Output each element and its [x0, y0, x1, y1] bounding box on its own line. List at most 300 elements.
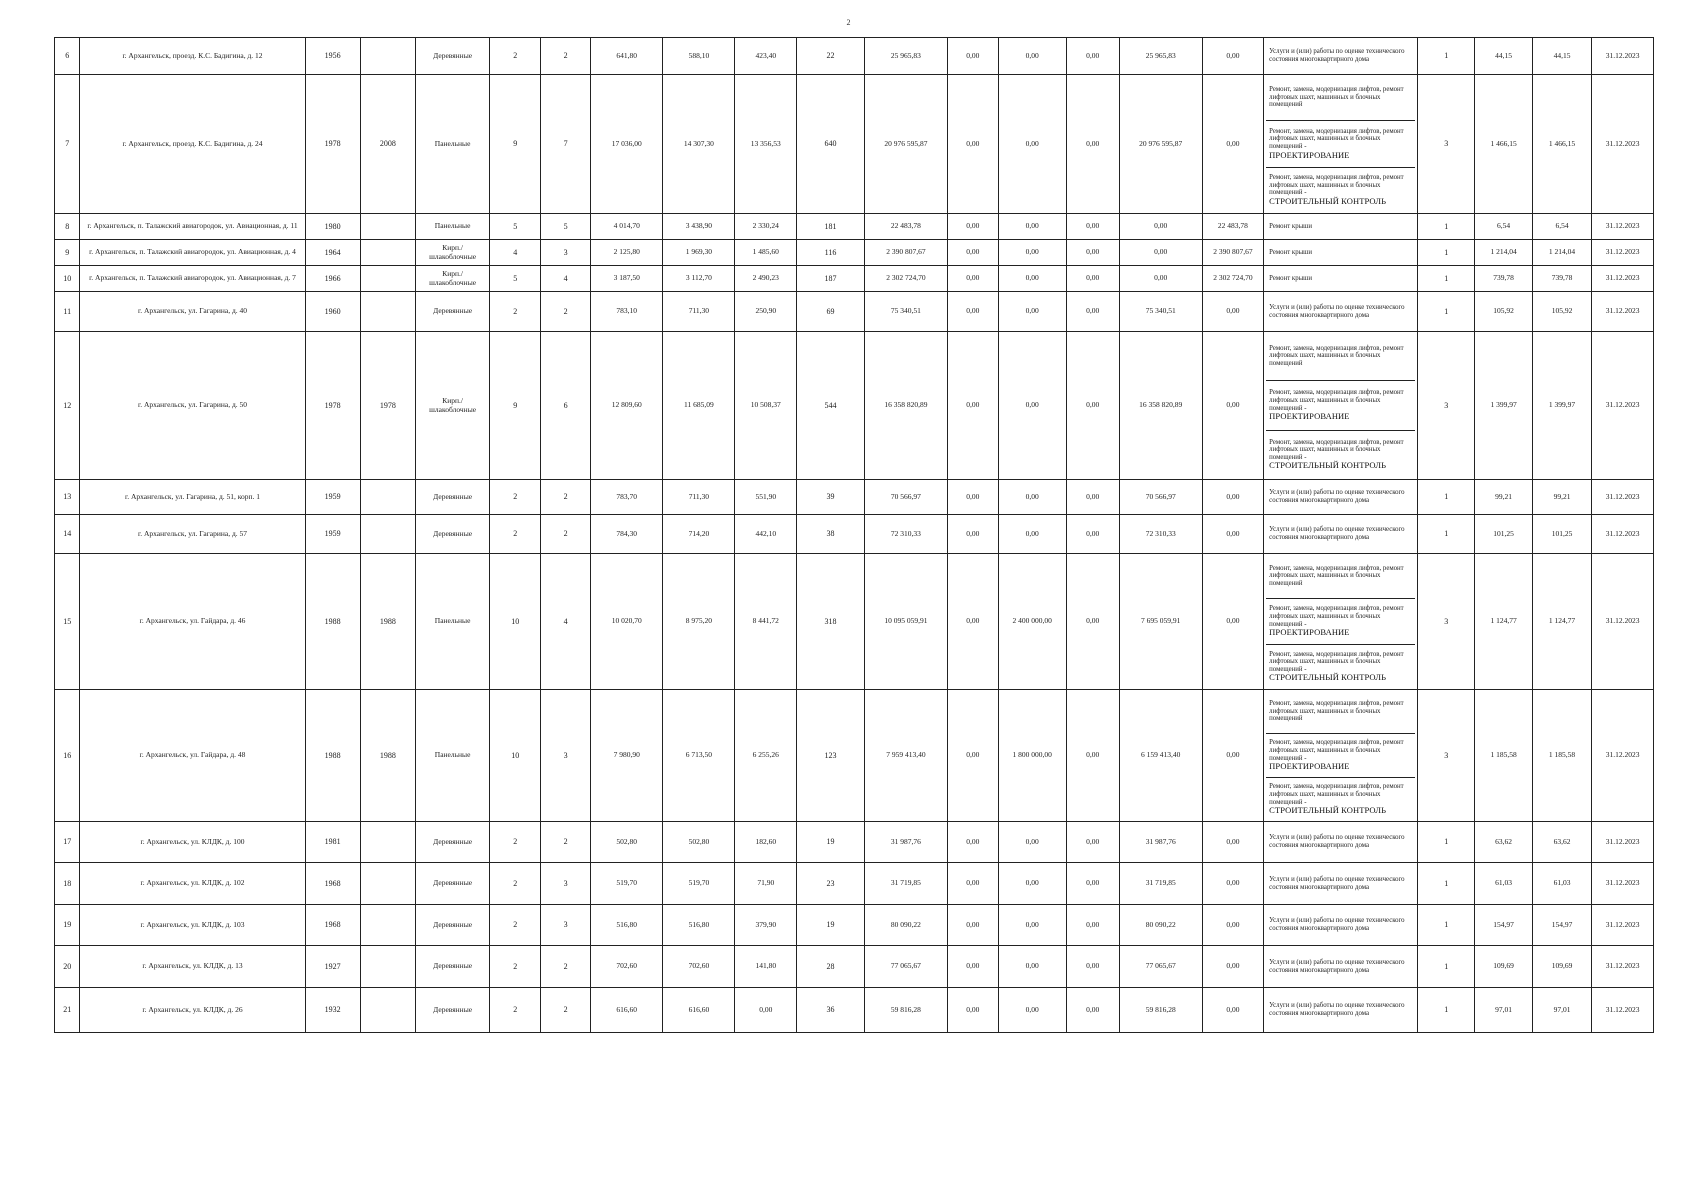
fund-other-cell: 0,00 — [1202, 822, 1264, 863]
deadline-cell: 31.12.2023 — [1592, 863, 1654, 905]
wall-material-cell: Деревянные — [415, 480, 489, 515]
work-stage-label: ПРОЕКТИРОВАНИЕ — [1269, 761, 1350, 772]
row-number-cell: 9 — [55, 240, 80, 266]
total-cost-cell: 22 483,78 — [865, 214, 948, 240]
work-item — [1266, 38, 1415, 74]
work-count-cell: 1 — [1418, 988, 1475, 1033]
table-row — [55, 75, 1654, 214]
year-built-cell: 1932 — [305, 988, 360, 1033]
deadline-cell: 31.12.2023 — [1592, 240, 1654, 266]
fund-other-cell: 0,00 — [1202, 292, 1264, 332]
owned-area-cell: 423,40 — [735, 38, 797, 75]
total-area-cell: 641,80 — [591, 38, 663, 75]
cost-per-sqm-cell: 99,21 — [1475, 480, 1532, 515]
limit-per-sqm-cell: 61,03 — [1532, 863, 1591, 905]
residential-area-cell: 588,10 — [663, 38, 735, 75]
work-count-cell: 3 — [1418, 332, 1475, 480]
limit-per-sqm-cell: 1 466,15 — [1532, 75, 1591, 214]
fund-other-cell: 0,00 — [1202, 905, 1264, 946]
deadline-cell: 31.12.2023 — [1592, 480, 1654, 515]
work-item — [1266, 167, 1415, 213]
fund-owners-cell: 75 340,51 — [1119, 292, 1202, 332]
wall-material-cell: Деревянные — [415, 292, 489, 332]
works-cell — [1264, 480, 1418, 515]
year-renovation-cell: 2008 — [360, 75, 415, 214]
deadline-cell: 31.12.2023 — [1592, 214, 1654, 240]
work-item — [1266, 480, 1415, 514]
deadline-cell: 31.12.2023 — [1592, 266, 1654, 292]
wall-material-cell: Кирп./ шлакоблочные — [415, 332, 489, 480]
address-cell: г. Архангельск, п. Талажский авиагородок, ул. Авиационная, д. 4 — [80, 240, 305, 266]
work-item — [1266, 266, 1415, 291]
floors-cell: 4 — [490, 240, 541, 266]
total-area-cell: 10 020,70 — [591, 554, 663, 690]
limit-per-sqm-cell: 6,54 — [1532, 214, 1591, 240]
fund-regional-cell: 0,00 — [998, 38, 1066, 75]
works-cell — [1264, 988, 1418, 1033]
residents-cell: 640 — [797, 75, 865, 214]
limit-per-sqm-cell: 99,21 — [1532, 480, 1591, 515]
work-text: Ремонт, замена, модернизация лифтов, ремонт лифтовых шахт, машинных и блочных помещений - — [1269, 174, 1404, 197]
table-row — [55, 690, 1654, 822]
total-cost-cell: 70 566,97 — [865, 480, 948, 515]
cost-per-sqm-cell: 1 185,58 — [1475, 690, 1532, 822]
work-text: Ремонт, замена, модернизация лифтов, ремонт лифтовых шахт, машинных и блочных помещений — [1269, 86, 1404, 109]
table-row — [55, 863, 1654, 905]
residents-cell: 22 — [797, 38, 865, 75]
total-area-cell: 702,60 — [591, 946, 663, 988]
total-area-cell: 502,80 — [591, 822, 663, 863]
cost-per-sqm-cell: 1 399,97 — [1475, 332, 1532, 480]
fund-regional-cell: 0,00 — [998, 822, 1066, 863]
total-cost-cell: 72 310,33 — [865, 515, 948, 554]
work-item — [1266, 430, 1415, 479]
residents-cell: 19 — [797, 822, 865, 863]
total-cost-cell: 59 816,28 — [865, 988, 948, 1033]
address-cell: г. Архангельск, п. Талажский авиагородок, ул. Авиационная, д. 11 — [80, 214, 305, 240]
year-renovation-cell — [360, 480, 415, 515]
entrances-cell: 3 — [541, 690, 591, 822]
floors-cell: 9 — [490, 75, 541, 214]
residential-area-cell: 3 112,70 — [663, 266, 735, 292]
fund-other-cell: 0,00 — [1202, 75, 1264, 214]
year-built-cell: 1956 — [305, 38, 360, 75]
work-item — [1266, 240, 1415, 265]
owned-area-cell: 250,90 — [735, 292, 797, 332]
fund-local-cell: 0,00 — [1066, 75, 1119, 214]
year-renovation-cell — [360, 988, 415, 1033]
year-renovation-cell — [360, 822, 415, 863]
fund-regional-cell: 0,00 — [998, 988, 1066, 1033]
work-text: Ремонт, замена, модернизация лифтов, ремонт лифтовых шахт, машинных и блочных помещений — [1269, 700, 1404, 723]
work-text: Ремонт крыши — [1269, 222, 1313, 230]
table-row — [55, 822, 1654, 863]
fund-owners-cell: 31 719,85 — [1119, 863, 1202, 905]
cost-per-sqm-cell: 6,54 — [1475, 214, 1532, 240]
fund-federal-cell: 0,00 — [947, 905, 998, 946]
fund-local-cell: 0,00 — [1066, 863, 1119, 905]
work-item — [1266, 75, 1415, 120]
residential-area-cell: 516,80 — [663, 905, 735, 946]
total-area-cell: 12 809,60 — [591, 332, 663, 480]
fund-federal-cell: 0,00 — [947, 554, 998, 690]
total-area-cell: 17 036,00 — [591, 75, 663, 214]
row-number-cell: 10 — [55, 266, 80, 292]
work-item — [1266, 332, 1415, 380]
works-cell — [1264, 946, 1418, 988]
year-built-cell: 1968 — [305, 863, 360, 905]
floors-cell: 5 — [490, 266, 541, 292]
owned-area-cell: 182,60 — [735, 822, 797, 863]
year-built-cell: 1978 — [305, 75, 360, 214]
capital-repair-table — [54, 37, 1654, 1033]
work-count-cell: 1 — [1418, 214, 1475, 240]
total-area-cell: 7 980,90 — [591, 690, 663, 822]
fund-local-cell: 0,00 — [1066, 690, 1119, 822]
limit-per-sqm-cell: 1 214,04 — [1532, 240, 1591, 266]
limit-per-sqm-cell: 1 185,58 — [1532, 690, 1591, 822]
work-count-cell: 1 — [1418, 822, 1475, 863]
row-number-cell: 6 — [55, 38, 80, 75]
works-cell — [1264, 332, 1418, 480]
owned-area-cell: 551,90 — [735, 480, 797, 515]
total-area-cell: 516,80 — [591, 905, 663, 946]
year-built-cell: 1980 — [305, 214, 360, 240]
entrances-cell: 3 — [541, 905, 591, 946]
year-built-cell: 1988 — [305, 690, 360, 822]
year-renovation-cell — [360, 266, 415, 292]
owned-area-cell: 442,10 — [735, 515, 797, 554]
fund-owners-cell: 31 987,76 — [1119, 822, 1202, 863]
fund-regional-cell: 0,00 — [998, 946, 1066, 988]
residential-area-cell: 519,70 — [663, 863, 735, 905]
residents-cell: 39 — [797, 480, 865, 515]
work-text: Услуги и (или) работы по оценке технического состояния многоквартирного дома — [1269, 1002, 1405, 1017]
fund-other-cell: 2 390 807,67 — [1202, 240, 1264, 266]
year-built-cell: 1959 — [305, 480, 360, 515]
address-cell: г. Архангельск, ул. КЛДК, д. 102 — [80, 863, 305, 905]
table-row — [55, 515, 1654, 554]
residential-area-cell: 714,20 — [663, 515, 735, 554]
residential-area-cell: 702,60 — [663, 946, 735, 988]
work-text: Ремонт, замена, модернизация лифтов, ремонт лифтовых шахт, машинных и блочных помещений - — [1269, 389, 1404, 412]
deadline-cell: 31.12.2023 — [1592, 292, 1654, 332]
fund-owners-cell: 80 090,22 — [1119, 905, 1202, 946]
owned-area-cell: 8 441,72 — [735, 554, 797, 690]
cost-per-sqm-cell: 44,15 — [1475, 38, 1532, 75]
table-row — [55, 332, 1654, 480]
fund-regional-cell: 2 400 000,00 — [998, 554, 1066, 690]
fund-regional-cell: 0,00 — [998, 75, 1066, 214]
year-built-cell: 1960 — [305, 292, 360, 332]
deadline-cell: 31.12.2023 — [1592, 822, 1654, 863]
owned-area-cell: 10 508,37 — [735, 332, 797, 480]
owned-area-cell: 0,00 — [735, 988, 797, 1033]
total-cost-cell: 25 965,83 — [865, 38, 948, 75]
address-cell: г. Архангельск, ул. КЛДК, д. 13 — [80, 946, 305, 988]
deadline-cell: 31.12.2023 — [1592, 988, 1654, 1033]
table-row — [55, 38, 1654, 75]
fund-local-cell: 0,00 — [1066, 332, 1119, 480]
fund-federal-cell: 0,00 — [947, 515, 998, 554]
address-cell: г. Архангельск, ул. Гайдара, д. 46 — [80, 554, 305, 690]
residents-cell: 38 — [797, 515, 865, 554]
fund-local-cell: 0,00 — [1066, 905, 1119, 946]
residents-cell: 123 — [797, 690, 865, 822]
work-text: Услуги и (или) работы по оценке технического состояния многоквартирного дома — [1269, 917, 1405, 932]
floors-cell: 2 — [490, 38, 541, 75]
cost-per-sqm-cell: 739,78 — [1475, 266, 1532, 292]
fund-owners-cell: 0,00 — [1119, 240, 1202, 266]
work-stage-label: СТРОИТЕЛЬНЫЙ КОНТРОЛЬ — [1269, 195, 1387, 206]
total-cost-cell: 16 358 820,89 — [865, 332, 948, 480]
work-count-cell: 1 — [1418, 905, 1475, 946]
residents-cell: 69 — [797, 292, 865, 332]
wall-material-cell: Кирп./ шлакоблочные — [415, 266, 489, 292]
row-number-cell: 15 — [55, 554, 80, 690]
fund-local-cell: 0,00 — [1066, 266, 1119, 292]
work-stage-label: ПРОЕКТИРОВАНИЕ — [1269, 627, 1350, 638]
year-built-cell: 1964 — [305, 240, 360, 266]
year-built-cell: 1978 — [305, 332, 360, 480]
wall-material-cell: Деревянные — [415, 988, 489, 1033]
work-count-cell: 3 — [1418, 554, 1475, 690]
fund-regional-cell: 0,00 — [998, 266, 1066, 292]
work-stage-label: ПРОЕКТИРОВАНИЕ — [1269, 411, 1350, 422]
year-renovation-cell: 1978 — [360, 332, 415, 480]
residential-area-cell: 711,30 — [663, 292, 735, 332]
total-cost-cell: 77 065,67 — [865, 946, 948, 988]
residents-cell: 318 — [797, 554, 865, 690]
total-cost-cell: 20 976 595,87 — [865, 75, 948, 214]
wall-material-cell: Деревянные — [415, 822, 489, 863]
fund-owners-cell: 59 816,28 — [1119, 988, 1202, 1033]
table-row — [55, 554, 1654, 690]
fund-federal-cell: 0,00 — [947, 214, 998, 240]
fund-local-cell: 0,00 — [1066, 554, 1119, 690]
residents-cell: 23 — [797, 863, 865, 905]
residential-area-cell: 14 307,30 — [663, 75, 735, 214]
entrances-cell: 7 — [541, 75, 591, 214]
fund-owners-cell: 6 159 413,40 — [1119, 690, 1202, 822]
year-renovation-cell — [360, 515, 415, 554]
work-count-cell: 1 — [1418, 240, 1475, 266]
year-built-cell: 1968 — [305, 905, 360, 946]
year-renovation-cell — [360, 38, 415, 75]
fund-regional-cell: 0,00 — [998, 905, 1066, 946]
residential-area-cell: 6 713,50 — [663, 690, 735, 822]
fund-other-cell: 22 483,78 — [1202, 214, 1264, 240]
fund-federal-cell: 0,00 — [947, 822, 998, 863]
cost-per-sqm-cell: 1 214,04 — [1475, 240, 1532, 266]
total-area-cell: 2 125,80 — [591, 240, 663, 266]
fund-owners-cell: 72 310,33 — [1119, 515, 1202, 554]
work-text: Услуги и (или) работы по оценке технического состояния многоквартирного дома — [1269, 489, 1405, 504]
work-item — [1266, 690, 1415, 733]
floors-cell: 10 — [490, 690, 541, 822]
year-renovation-cell — [360, 240, 415, 266]
wall-material-cell: Деревянные — [415, 863, 489, 905]
address-cell: г. Архангельск, ул. Гагарина, д. 51, корп. 1 — [80, 480, 305, 515]
fund-regional-cell: 1 800 000,00 — [998, 690, 1066, 822]
row-number-cell: 12 — [55, 332, 80, 480]
limit-per-sqm-cell: 97,01 — [1532, 988, 1591, 1033]
table-row — [55, 480, 1654, 515]
address-cell: г. Архангельск, проезд. К.С. Бадигина, д. 12 — [80, 38, 305, 75]
wall-material-cell: Деревянные — [415, 905, 489, 946]
works-cell — [1264, 292, 1418, 332]
fund-owners-cell: 77 065,67 — [1119, 946, 1202, 988]
entrances-cell: 3 — [541, 863, 591, 905]
work-count-cell: 1 — [1418, 38, 1475, 75]
limit-per-sqm-cell: 1 124,77 — [1532, 554, 1591, 690]
work-text: Ремонт, замена, модернизация лифтов, ремонт лифтовых шахт, машинных и блочных помещений - — [1269, 127, 1404, 151]
year-built-cell: 1988 — [305, 554, 360, 690]
residents-cell: 544 — [797, 332, 865, 480]
wall-material-cell: Деревянные — [415, 38, 489, 75]
year-renovation-cell — [360, 292, 415, 332]
address-cell: г. Архангельск, ул. КЛДК, д. 100 — [80, 822, 305, 863]
table-row — [55, 946, 1654, 988]
address-cell: г. Архангельск, ул. КЛДК, д. 103 — [80, 905, 305, 946]
cost-per-sqm-cell: 1 124,77 — [1475, 554, 1532, 690]
row-number-cell: 16 — [55, 690, 80, 822]
table-row — [55, 240, 1654, 266]
address-cell: г. Архангельск, ул. Гайдара, д. 48 — [80, 690, 305, 822]
fund-local-cell: 0,00 — [1066, 214, 1119, 240]
fund-federal-cell: 0,00 — [947, 332, 998, 480]
fund-federal-cell: 0,00 — [947, 480, 998, 515]
fund-local-cell: 0,00 — [1066, 38, 1119, 75]
address-cell: г. Архангельск, ул. Гагарина, д. 50 — [80, 332, 305, 480]
fund-federal-cell: 0,00 — [947, 690, 998, 822]
year-renovation-cell — [360, 905, 415, 946]
entrances-cell: 2 — [541, 292, 591, 332]
fund-local-cell: 0,00 — [1066, 988, 1119, 1033]
works-cell — [1264, 822, 1418, 863]
entrances-cell: 4 — [541, 554, 591, 690]
work-item — [1266, 214, 1415, 239]
year-built-cell: 1981 — [305, 822, 360, 863]
work-item — [1266, 644, 1415, 689]
residents-cell: 19 — [797, 905, 865, 946]
fund-federal-cell: 0,00 — [947, 292, 998, 332]
fund-federal-cell: 0,00 — [947, 946, 998, 988]
total-cost-cell: 80 090,22 — [865, 905, 948, 946]
work-text: Услуги и (или) работы по оценке технического состояния многоквартирного дома — [1269, 958, 1405, 974]
work-count-cell: 1 — [1418, 292, 1475, 332]
floors-cell: 2 — [490, 988, 541, 1033]
entrances-cell: 5 — [541, 214, 591, 240]
work-text: Услуги и (или) работы по оценке технического состояния многоквартирного дома — [1269, 303, 1405, 319]
year-built-cell: 1966 — [305, 266, 360, 292]
deadline-cell: 31.12.2023 — [1592, 332, 1654, 480]
work-stage-label: СТРОИТЕЛЬНЫЙ КОНТРОЛЬ — [1269, 672, 1387, 683]
wall-material-cell: Деревянные — [415, 946, 489, 988]
limit-per-sqm-cell: 154,97 — [1532, 905, 1591, 946]
work-text: Услуги и (или) работы по оценке технического состояния многоквартирного дома — [1269, 834, 1405, 849]
fund-federal-cell: 0,00 — [947, 863, 998, 905]
wall-material-cell: Панельные — [415, 554, 489, 690]
wall-material-cell: Панельные — [415, 214, 489, 240]
residents-cell: 36 — [797, 988, 865, 1033]
floors-cell: 10 — [490, 554, 541, 690]
fund-federal-cell: 0,00 — [947, 240, 998, 266]
entrances-cell: 6 — [541, 332, 591, 480]
entrances-cell: 2 — [541, 822, 591, 863]
cost-per-sqm-cell: 154,97 — [1475, 905, 1532, 946]
wall-material-cell: Деревянные — [415, 515, 489, 554]
owned-area-cell: 2 330,24 — [735, 214, 797, 240]
deadline-cell: 31.12.2023 — [1592, 690, 1654, 822]
total-cost-cell: 2 302 724,70 — [865, 266, 948, 292]
fund-other-cell: 0,00 — [1202, 554, 1264, 690]
year-built-cell: 1927 — [305, 946, 360, 988]
total-area-cell: 783,70 — [591, 480, 663, 515]
residential-area-cell: 8 975,20 — [663, 554, 735, 690]
work-item — [1266, 380, 1415, 429]
entrances-cell: 3 — [541, 240, 591, 266]
owned-area-cell: 141,80 — [735, 946, 797, 988]
total-cost-cell: 75 340,51 — [865, 292, 948, 332]
fund-local-cell: 0,00 — [1066, 240, 1119, 266]
floors-cell: 2 — [490, 480, 541, 515]
fund-local-cell: 0,00 — [1066, 480, 1119, 515]
work-text: Ремонт, замена, модернизация лифтов, ремонт лифтовых шахт, машинных и блочных помещений - — [1269, 650, 1404, 673]
entrances-cell: 2 — [541, 480, 591, 515]
floors-cell: 2 — [490, 822, 541, 863]
fund-federal-cell: 0,00 — [947, 75, 998, 214]
work-count-cell: 1 — [1418, 515, 1475, 554]
work-text: Услуги и (или) работы по оценке технического состояния многоквартирного дома — [1269, 48, 1405, 63]
fund-local-cell: 0,00 — [1066, 292, 1119, 332]
fund-regional-cell: 0,00 — [998, 863, 1066, 905]
total-cost-cell: 2 390 807,67 — [865, 240, 948, 266]
work-text: Ремонт, замена, модернизация лифтов, ремонт лифтовых шахт, машинных и блочных помещений - — [1269, 739, 1404, 762]
residential-area-cell: 616,60 — [663, 988, 735, 1033]
year-renovation-cell — [360, 214, 415, 240]
total-cost-cell: 31 719,85 — [865, 863, 948, 905]
work-count-cell: 1 — [1418, 946, 1475, 988]
work-count-cell: 1 — [1418, 266, 1475, 292]
work-text: Ремонт, замена, модернизация лифтов, ремонт лифтовых шахт, машинных и блочных помещений - — [1269, 438, 1404, 461]
owned-area-cell: 379,90 — [735, 905, 797, 946]
floors-cell: 5 — [490, 214, 541, 240]
works-cell — [1264, 554, 1418, 690]
deadline-cell: 31.12.2023 — [1592, 905, 1654, 946]
address-cell: г. Архангельск, ул. КЛДК, д. 26 — [80, 988, 305, 1033]
residents-cell: 181 — [797, 214, 865, 240]
work-count-cell: 3 — [1418, 690, 1475, 822]
owned-area-cell: 1 485,60 — [735, 240, 797, 266]
works-cell — [1264, 863, 1418, 905]
work-item — [1266, 733, 1415, 777]
total-area-cell: 784,30 — [591, 515, 663, 554]
work-stage-label: СТРОИТЕЛЬНЫЙ КОНТРОЛЬ — [1269, 805, 1387, 816]
total-area-cell: 519,70 — [591, 863, 663, 905]
owned-area-cell: 2 490,23 — [735, 266, 797, 292]
table-row — [55, 988, 1654, 1033]
deadline-cell: 31.12.2023 — [1592, 75, 1654, 214]
fund-owners-cell: 20 976 595,87 — [1119, 75, 1202, 214]
row-number-cell: 20 — [55, 946, 80, 988]
entrances-cell: 2 — [541, 988, 591, 1033]
work-item — [1266, 822, 1415, 862]
fund-other-cell: 0,00 — [1202, 515, 1264, 554]
work-item — [1266, 515, 1415, 553]
work-item — [1266, 863, 1415, 904]
fund-other-cell: 0,00 — [1202, 480, 1264, 515]
